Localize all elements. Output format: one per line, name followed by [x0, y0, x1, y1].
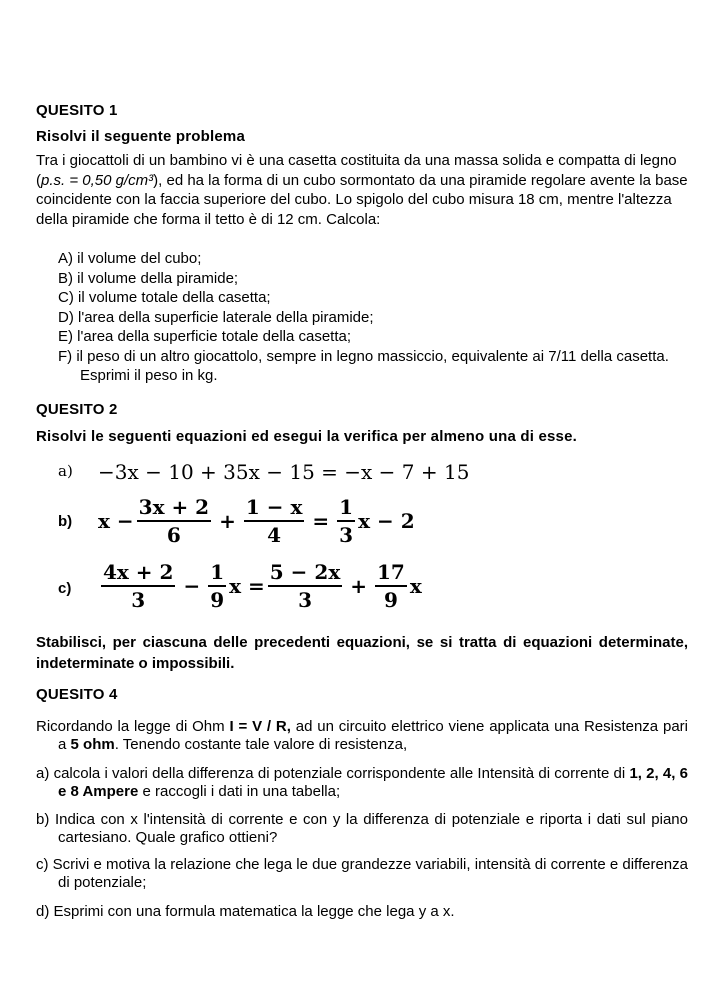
q1-problem-text: Tra i giocattoli di un bambino vi è una casetta costituita da una massa solida e compatta di legno (p.s. = 0,50 g/cm³), ed ha la forma di un cubo sormontato da una piramide regolare avente la base coincidente con la faccia superiore del cubo. Lo spigolo del cubo misura 18 cm, mentre l'altezza della piramide che forma il tetto è di 12 cm. Calcola:: [36, 152, 688, 228]
equation-b: [36, 495, 688, 555]
equation-b-label: b): [58, 513, 73, 530]
q2-subtitle: Risolvi le seguenti equazioni ed esegui la verifica per almeno una di esse.: [36, 428, 578, 445]
q4-item-a: a) calcola i valori della differenza di potenziale corrispondente alle Intensità di corrente di 1, 2, 4, 6 e 8 Ampere e raccogli i dati in una tabella;: [36, 765, 688, 800]
equation-a-label: a): [58, 462, 73, 480]
ohm-law: I = V / R,: [229, 718, 291, 735]
fraction: $\frac{4x + 2}{3}$: [103, 560, 174, 612]
current-values: 1, 2, 4, 6 e 8 Ampere: [58, 765, 688, 800]
equation-c: [36, 560, 688, 620]
fraction: $\frac{1}{9}$: [210, 560, 225, 612]
fraction: $\frac{3x + 2}{6}$: [138, 495, 210, 547]
fraction: $\frac{5 - 2x}{3}$: [269, 560, 341, 612]
resistance-value: 5 ohm: [70, 736, 115, 753]
q4-intro: Ricordando la legge di Ohm I = V / R, ad un circuito elettrico viene applicata una Resistenza pari a 5 ohm. Tenendo costante tale valore di resistenza,: [36, 718, 689, 753]
fraction: $\frac{17}{9}$: [377, 560, 405, 612]
list-item: E) l'area della superficie totale della casetta;: [58, 328, 352, 345]
list-item: A) il volume del cubo;: [58, 250, 202, 267]
q2-closing: Stabilisci, per ciascuna delle precedenti equazioni, se si tratta di equazioni determinate, indeterminate o impossibili.: [36, 634, 688, 672]
q1-ps-value: p.s. = 0,50 g/cm³: [41, 171, 154, 189]
equation-a-expr: −3x − 10 + 35x − 15 = −x − 7 + 15: [98, 460, 470, 484]
q4-item-b: b) Indica con x l'intensità di corrente e con y la differenza di potenziale e riporta i dati sul piano cartesiano. Quale grafico ottieni?: [36, 811, 688, 846]
equation-a: [36, 458, 688, 488]
equation-c-expr: $\frac{4x + 2}{3}$ − $\frac{1}{9}$ x = $\frac{5 - 2x}{3}$ + $\frac{17}{9}$ x: [103, 560, 422, 612]
equation-b-expr: x − $\frac{3x + 2}{6}$ + $\frac{1 - x}{4}$ = $\frac{1}{3}$ x − 2: [98, 495, 415, 547]
list-item: D) l'area della superficie laterale della piramide;: [58, 308, 374, 326]
fraction: $\frac{1}{3}$: [339, 495, 354, 547]
q1-items-list: [58, 249, 688, 386]
q4-item-d: d) Esprimi con una formula matematica la legge che lega y a x.: [36, 903, 455, 920]
q4-title: QUESITO 4: [36, 686, 118, 703]
list-item: B) il volume della piramide;: [58, 269, 239, 287]
fraction: $\frac{1 - x}{4}$: [245, 495, 303, 547]
q4-item-c: c) Scrivi e motiva la relazione che lega le due grandezze variabili, intensità di corrente e differenza di potenziale;: [36, 856, 688, 891]
q2-title: QUESITO 2: [36, 401, 118, 418]
list-item: F) il peso di un altro giocattolo, sempre in legno massiccio, equivalente ai 7/11 della casetta. Esprimi il peso in kg.: [58, 347, 669, 384]
list-item: C) il volume totale della casetta;: [58, 289, 271, 306]
equation-c-label: c): [58, 580, 72, 597]
q1-title: QUESITO 1: [36, 102, 118, 119]
q1-subtitle: Risolvi il seguente problema: [36, 128, 245, 145]
